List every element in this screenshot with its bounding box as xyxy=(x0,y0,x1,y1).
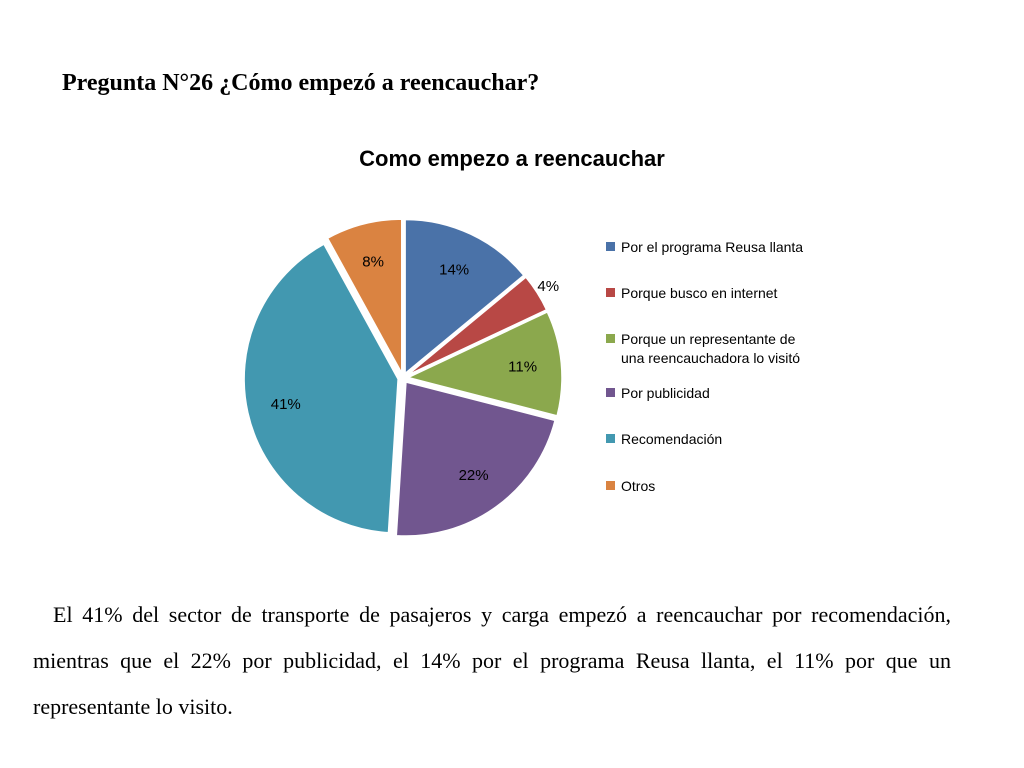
pie-data-label-3: 11% xyxy=(508,358,538,376)
summary-paragraph: El 41% del sector de transporte de pasajeros y carga empezó a reencauchar por recomendación, mientras que el 22% por publicidad, el 14% por el programa Reusa llanta, el 11% por que un representante lo visito. xyxy=(33,602,951,719)
legend-swatch xyxy=(606,481,615,490)
legend-swatch xyxy=(606,288,615,297)
pie-data-label-6: 8% xyxy=(362,253,384,271)
legend-item-1 xyxy=(606,238,821,257)
legend-item-6 xyxy=(606,477,821,496)
pie-data-label-2: 4% xyxy=(537,277,560,295)
chart-title: Como empezo a reencauchar xyxy=(359,146,665,171)
legend-label: Porque un representante de una reencauchadora lo visitó xyxy=(621,331,801,366)
legend-swatch xyxy=(606,388,615,397)
pie-data-label-1: 14% xyxy=(439,261,470,279)
pie-data-label-5: 41% xyxy=(270,396,301,414)
legend-label: Por publicidad xyxy=(621,385,710,401)
legend-item-5 xyxy=(606,430,821,449)
legend-item-3 xyxy=(606,330,821,368)
legend-label: Porque busco en internet xyxy=(621,285,778,301)
legend-item-4 xyxy=(606,384,821,403)
legend-item-2 xyxy=(606,284,821,303)
pie-data-label-4: 22% xyxy=(458,467,489,485)
legend-swatch xyxy=(606,242,615,251)
legend-label: Recomendación xyxy=(621,431,723,447)
legend-label: Por el programa Reusa llanta xyxy=(621,239,804,255)
legend-swatch xyxy=(606,334,615,343)
legend-swatch xyxy=(606,434,615,443)
legend-label: Otros xyxy=(621,478,656,494)
page-heading: Pregunta N°26 ¿Cómo empezó a reencauchar? xyxy=(62,70,540,96)
